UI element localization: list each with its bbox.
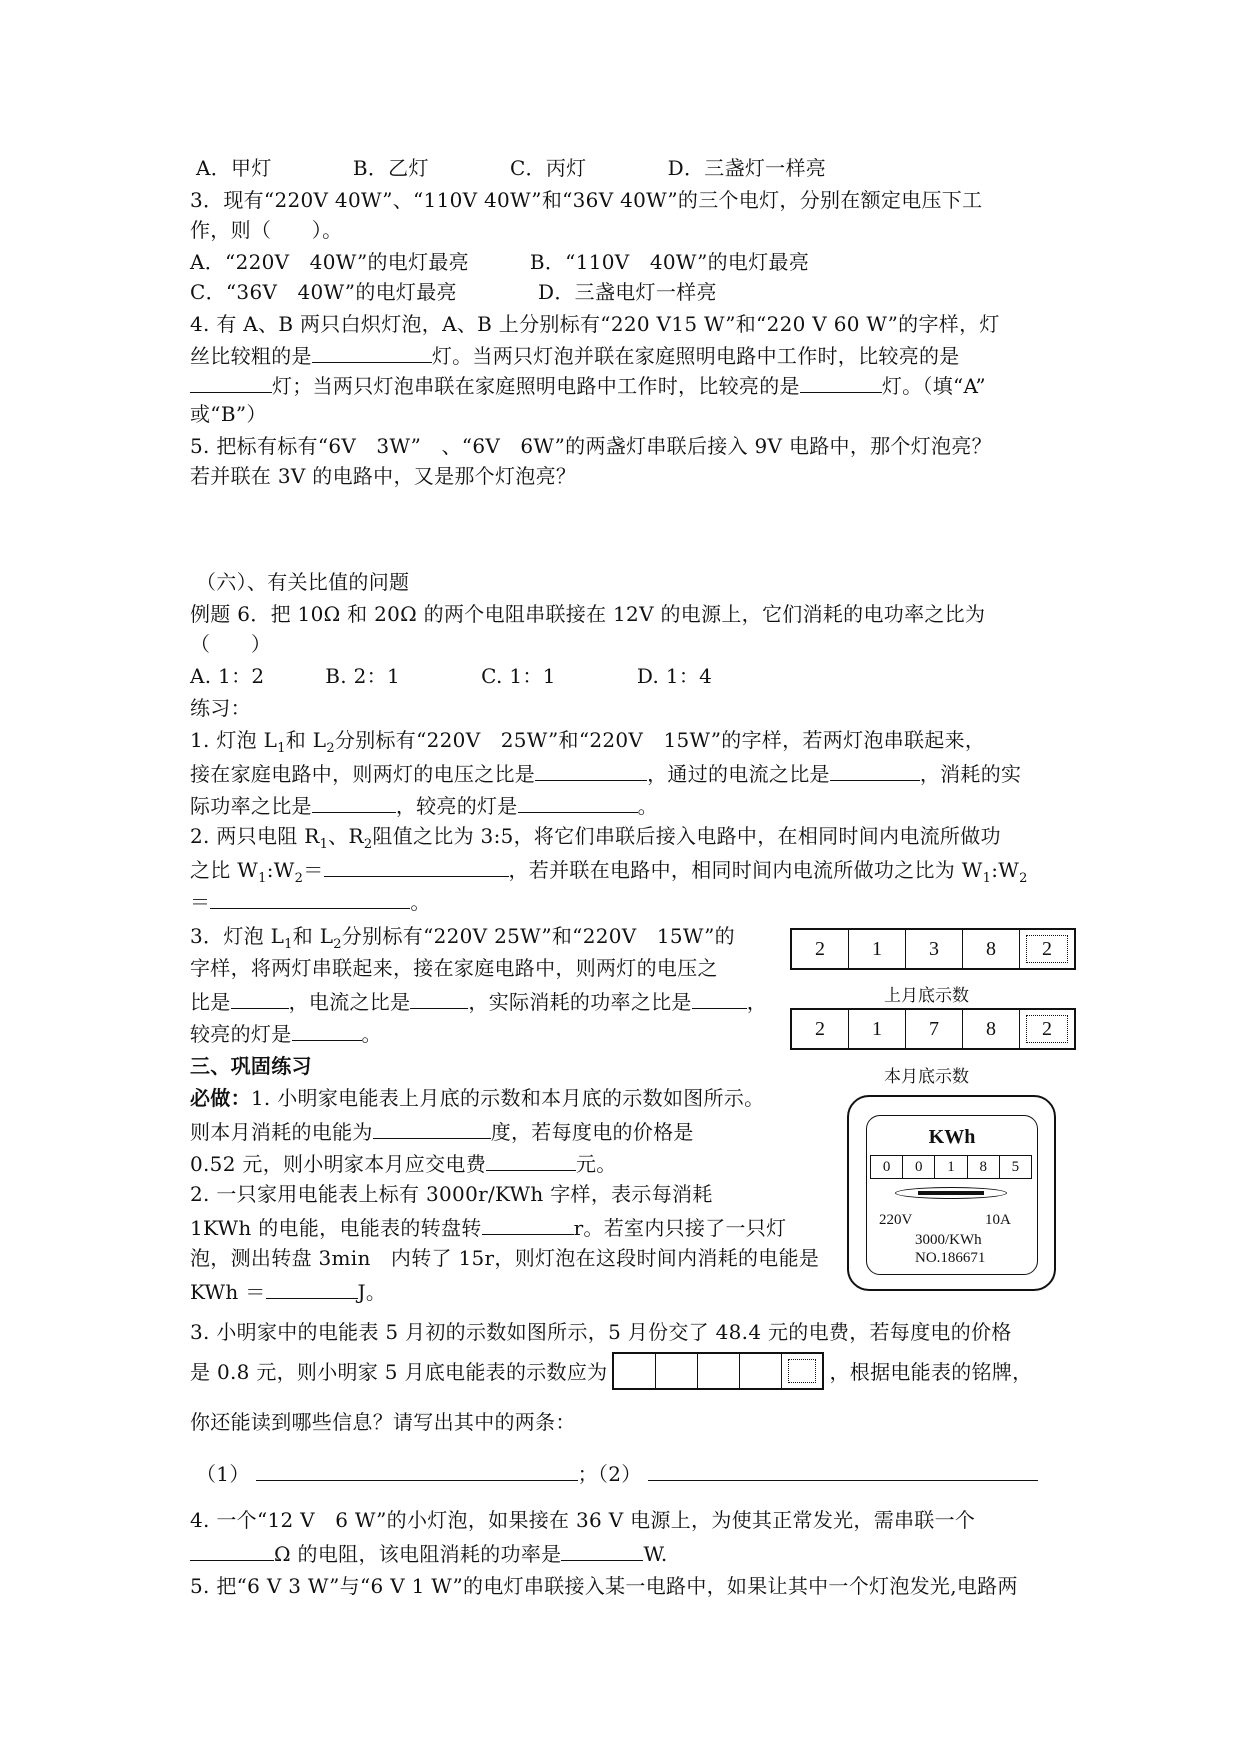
digit-cell: 2 bbox=[792, 930, 849, 968]
section-three-heading: 三、巩固练习 bbox=[190, 1054, 312, 1078]
answer-blank[interactable] bbox=[518, 790, 638, 813]
answer-digit-cell[interactable] bbox=[698, 1354, 740, 1388]
digit-cell-decimal: 2 bbox=[1020, 930, 1074, 968]
q3-stem: 3．现有“220V 40W”、“110V 40W”和“36V 40W”的三个电灯，分别在额定电压下工 bbox=[190, 188, 983, 212]
electric-meter bbox=[847, 1095, 1056, 1291]
req-q5-stem: 5. 把“6 V 3 W”与“6 V 1 W”的电灯串联接入某一电路中，如果让其中一个灯泡发光,电路两 bbox=[190, 1574, 1018, 1598]
meter-face bbox=[866, 1115, 1038, 1275]
req-q1-line3: 0.52 元，则小明家本月应交电费 元。 bbox=[190, 1148, 617, 1178]
meter-unit: KWh bbox=[928, 1126, 976, 1148]
req-q2-stem: 2. 一只家用电能表上标有 3000r/KWh 字样，表示每消耗 bbox=[190, 1182, 713, 1206]
p1-line3: 际功率之比是 ，较亮的灯是 。 bbox=[190, 790, 658, 820]
req-q3-stem: 3. 小明家中的电能表 5 月初的示数如图所示，5 月份交了 48.4 元的电费，若每度电的价格 bbox=[190, 1320, 1012, 1344]
meter-digits bbox=[870, 1155, 1032, 1179]
answer-digit-cell[interactable] bbox=[740, 1354, 782, 1388]
req-q3-line3: 你还能读到哪些信息？请写出其中的两条： bbox=[190, 1410, 576, 1434]
req-q1-line2: 则本月消耗的电能为 度，若每度电的价格是 bbox=[190, 1116, 694, 1146]
this-month-caption: 本月底示数 bbox=[884, 1067, 969, 1087]
answer-reading-boxes bbox=[612, 1352, 824, 1390]
answer-digit-cell-decimal[interactable] bbox=[782, 1354, 822, 1388]
answer-blank[interactable] bbox=[190, 370, 272, 393]
p1-line2: 接在家庭电路中，则两灯的电压之比是 ，通过的电流之比是 ，消耗的实 bbox=[190, 758, 1021, 788]
q4-line3: 灯；当两只灯泡串联在家庭照明电路中工作时，比较亮的是 灯。（填“A” bbox=[190, 370, 986, 400]
answer-blank[interactable] bbox=[692, 986, 747, 1009]
answer-blank[interactable] bbox=[561, 1538, 643, 1561]
meter-digit: 8 bbox=[968, 1156, 1000, 1178]
answer-blank[interactable] bbox=[210, 886, 410, 909]
p2-stem: 2. 两只电阻 $R_1$、$R_2$阻值之比为 3:5，将它们串联后接入电路中，在相同时间内电流所做功 bbox=[190, 824, 1001, 852]
p2-line2: 之比 $W_1:W_2=$ ，若并联在电路中，相同时间内电流所做功之比为 $W_1:W_2$ bbox=[190, 854, 1028, 893]
req-q3-line2: 是 0.8 元，则小明家 5 月底电能表的示数应为 ，根据电能表的铭牌， bbox=[190, 1360, 1033, 1384]
this-month-reading bbox=[790, 1008, 1076, 1050]
q5-stem: 5. 把标有标有“6V 3W” 、“6V 6W”的两盏灯串联后接入 9V 电路中，那个灯泡亮？ bbox=[190, 434, 992, 458]
answer-blank[interactable] bbox=[312, 340, 432, 363]
answer-blank[interactable] bbox=[190, 1538, 274, 1561]
answer-blank[interactable] bbox=[292, 1018, 362, 1041]
answer-blank[interactable] bbox=[324, 854, 509, 877]
answer-blank[interactable] bbox=[231, 986, 289, 1009]
q4-stem: 4. 有 A、B 两只白炽灯泡，A、B 上分别标有“220 V15 W”和“220 V 60 W”的字样，灯 bbox=[190, 312, 1000, 336]
meter-digit: 1 bbox=[935, 1156, 967, 1178]
section-heading: （六）、有关比值的问题 bbox=[196, 570, 410, 594]
req-q2-line3: 泡，测出转盘 3min 内转了 15r，则灯泡在这段时间内消耗的电能是 bbox=[190, 1246, 820, 1270]
answer-digit-cell[interactable] bbox=[614, 1354, 656, 1388]
answer-blank[interactable] bbox=[800, 370, 882, 393]
req-q2-line4: KWh ＝ J。 bbox=[190, 1276, 386, 1306]
q4-line4: 或“B”） bbox=[190, 402, 267, 426]
example-6-stem: 例题 6．把 10Ω 和 20Ω 的两个电阻串联接在 12V 的电源上，它们消耗的电功率之比为 bbox=[190, 602, 986, 626]
practice-label: 练习： bbox=[190, 696, 251, 720]
answer-blank[interactable] bbox=[410, 986, 468, 1009]
digit-cell: 8 bbox=[963, 1010, 1020, 1048]
digit-cell: 1 bbox=[849, 930, 906, 968]
meter-rating: 3000/KWh bbox=[915, 1232, 982, 1248]
req-q4-stem: 4. 一个“12 V 6 W”的小灯泡，如果接在 36 V 电源上，为使其正常发光，需串联一个 bbox=[190, 1508, 976, 1532]
q5-stem-cont: 若并联在 3V 的电路中，又是那个灯泡亮？ bbox=[190, 464, 577, 488]
example-6-paren: （ ） bbox=[190, 632, 272, 656]
q3-options-cd: C．“36V 40W”的电灯最亮 D．三盏电灯一样亮 bbox=[190, 280, 717, 304]
answer-blank[interactable] bbox=[256, 1458, 578, 1481]
req-q4-line2: Ω 的电阻，该电阻消耗的功率是 W. bbox=[190, 1538, 667, 1568]
digit-cell: 1 bbox=[849, 1010, 906, 1048]
q3-stem-cont: 作，则（ ）。 bbox=[190, 218, 343, 242]
last-month-caption: 上月底示数 bbox=[884, 986, 969, 1006]
meter-digit: 5 bbox=[1011, 1159, 1020, 1175]
p3-line2: 字样，将两灯串联起来，接在家庭电路中，则两灯的电压之 bbox=[190, 956, 718, 980]
digit-cell: 3 bbox=[906, 930, 963, 968]
req-q1-stem: 必做：1. 小明家电能表上月底的示数和本月底的示数如图所示。 bbox=[190, 1086, 765, 1110]
answer-blank[interactable] bbox=[373, 1116, 491, 1139]
req-q2-line2: 1KWh 的电能，电能表的转盘转 r。若室内只接了一只灯 bbox=[190, 1212, 786, 1242]
meter-serial: NO.186671 bbox=[915, 1250, 986, 1266]
answer-blank[interactable] bbox=[266, 1276, 358, 1299]
meter-disc-icon bbox=[895, 1187, 1007, 1199]
q4-line2: 丝比较粗的是 灯。当两只灯泡并联在家庭照明电路中工作时，比较亮的是 bbox=[190, 340, 960, 370]
digit-cell: 2 bbox=[792, 1010, 849, 1048]
p1-stem: 1. 灯泡 $L_1$和 $L_2$分别标有“220V 25W”和“220V 15W”的字样，若两灯泡串联起来， bbox=[190, 728, 986, 756]
answer-blank[interactable] bbox=[312, 790, 396, 813]
p3-line3: 比是 ，电流之比是 ，实际消耗的功率之比是 ， bbox=[190, 986, 767, 1016]
meter-voltage: 220V bbox=[879, 1212, 913, 1228]
digit-cell: 7 bbox=[906, 1010, 963, 1048]
digit-cell-decimal: 2 bbox=[1020, 1010, 1074, 1048]
answer-blank[interactable] bbox=[482, 1212, 574, 1235]
meter-digit: 0 bbox=[903, 1156, 935, 1178]
answer-blank[interactable] bbox=[830, 758, 920, 781]
answer-blank[interactable] bbox=[486, 1148, 576, 1171]
answer-digit-cell[interactable] bbox=[656, 1354, 698, 1388]
req-q3-answers: （1） ；（2） bbox=[196, 1458, 1038, 1488]
answer-blank[interactable] bbox=[535, 758, 647, 781]
p3-line4: 较亮的灯是 。 bbox=[190, 1018, 382, 1048]
digit-cell: 8 bbox=[963, 930, 1020, 968]
last-month-reading bbox=[790, 928, 1076, 970]
q2-options: A．甲灯 B．乙灯 C．丙灯 D．三盏灯一样亮 bbox=[196, 156, 827, 180]
p2-line3: ＝ 。 bbox=[190, 886, 431, 916]
example-6-options: A. 1：2 B. 2：1 C. 1：1 D. 1：4 bbox=[190, 664, 713, 688]
meter-current: 10A bbox=[985, 1212, 1011, 1228]
meter-digit: 0 bbox=[871, 1156, 903, 1178]
p3-stem: 3．灯泡 $L_1$和 $L_2$分别标有“220V 25W”和“220V 15W”的 bbox=[190, 924, 735, 952]
q3-options-ab: A．“220V 40W”的电灯最亮 B．“110V 40W”的电灯最亮 bbox=[190, 250, 810, 274]
answer-blank[interactable] bbox=[648, 1458, 1038, 1481]
